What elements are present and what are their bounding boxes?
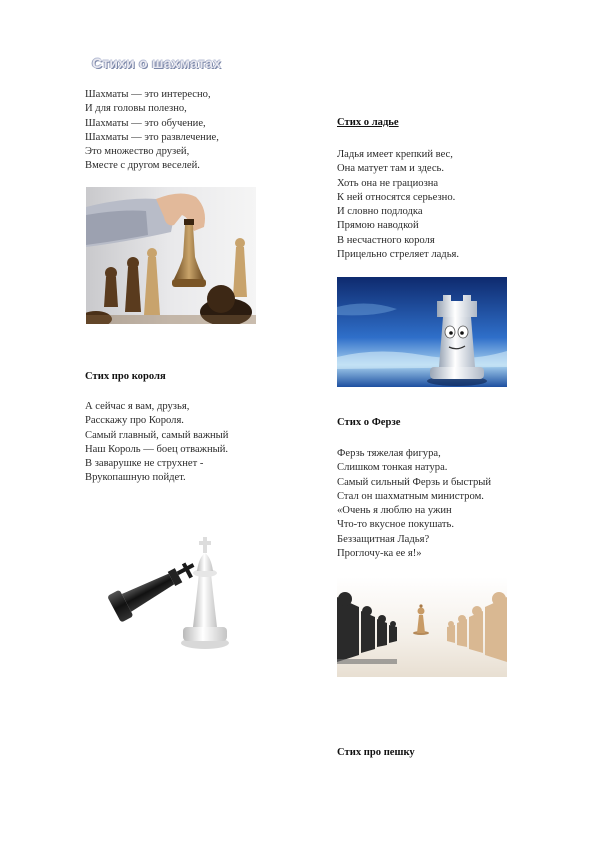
poem-line: Это множество друзей, [85, 146, 190, 158]
king-heading: Стих про короля [85, 371, 166, 382]
page-title: Стихи о шахматах [92, 55, 222, 71]
poem-line: Что-то вкусное покушать. [337, 519, 455, 531]
kings-image [105, 533, 235, 658]
poem-line: Ферзь тяжелая фигура, [337, 448, 441, 459]
hand-moving-piece-image [86, 187, 256, 324]
poem-line: Проглочу-ка ее я!» [337, 548, 422, 560]
pawns-image [337, 577, 507, 677]
poem-line: И для головы полезно, [85, 103, 187, 115]
poem-line: Хоть она не грациозна [337, 177, 439, 189]
queen-heading: Стих о Ферзе [337, 417, 401, 428]
poem-line: Ладья имеет крепкий вес, [337, 149, 453, 160]
rook-heading: Стих о ладье [337, 117, 399, 128]
intro-poem [85, 88, 219, 174]
poem-line: «Очень я люблю на ужин [337, 505, 452, 517]
poem-line: Самый главный, самый важный [85, 429, 229, 441]
poem-line: Расскажу про Короля. [85, 415, 184, 427]
poem-line: В несчастного короля [337, 234, 435, 246]
poem-line: Наш Король — боец отважный. [85, 443, 229, 455]
poem-line: А сейчас я вам, друзья, [85, 401, 190, 412]
poem-line: Стал он шахматным министром. [337, 490, 484, 502]
poem-line: Шахматы — это интересно, [85, 89, 211, 100]
poem-line: И словно подлодка [337, 206, 423, 218]
poem-line: Прямою наводкой [337, 220, 419, 232]
king-poem [85, 400, 228, 486]
poem-line: Самый сильный Ферзь и быстрый [337, 476, 492, 488]
rook-image [337, 277, 507, 387]
poem-line: Беззащитная Ладья? [337, 533, 430, 545]
poem-line: Вместе с другом веселей. [85, 160, 200, 172]
poem-line: Прицельно стреляет ладья. [337, 249, 460, 261]
poem-line: Врукопашную пойдет. [85, 472, 186, 484]
pawn-heading: Стих про пешку [337, 747, 415, 758]
rook-poem [337, 148, 459, 262]
poem-line: Она матует там и здесь. [337, 163, 445, 175]
poem-line: В заварушке не струхнет - [85, 458, 204, 470]
poem-line: Слишком тонкая натура. [337, 462, 448, 474]
queen-poem [337, 447, 491, 561]
poem-line: К ней относятся серьезно. [337, 191, 456, 203]
poem-line: Шахматы — это обучение, [85, 117, 206, 129]
poem-line: Шахматы — это развлечение, [85, 131, 219, 143]
